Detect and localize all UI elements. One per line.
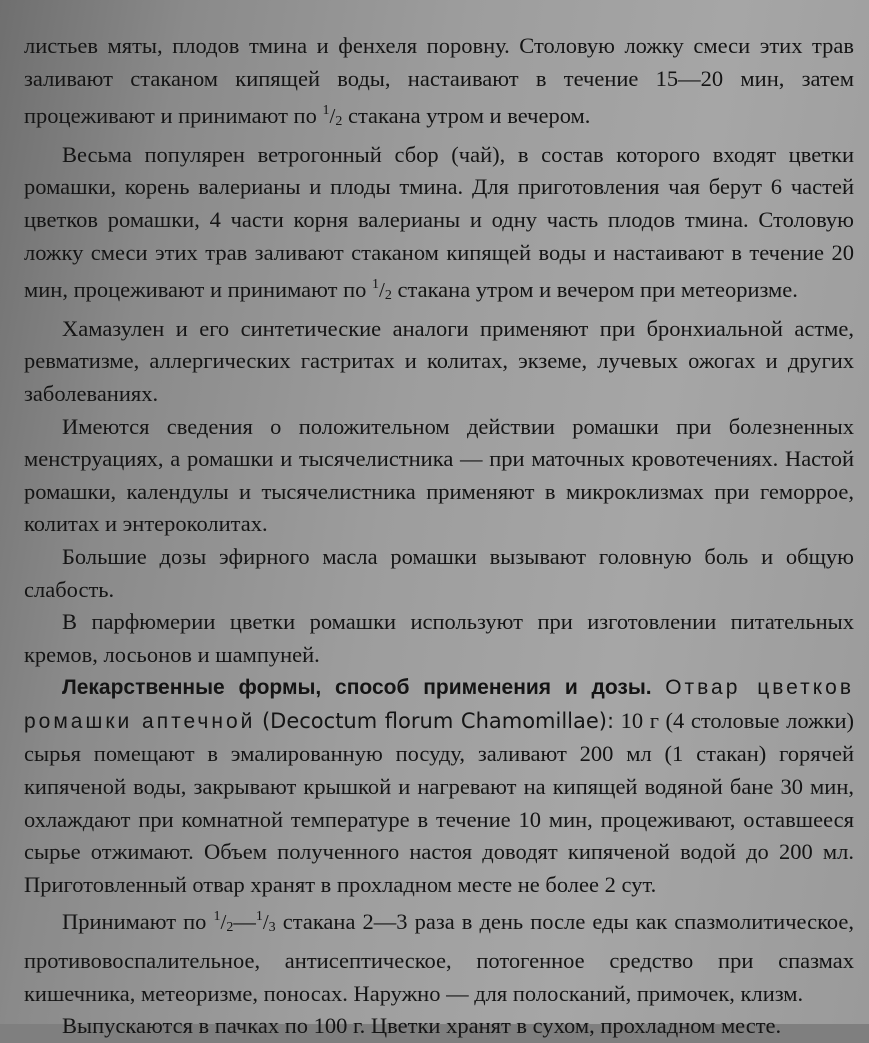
fraction-one-half: $^1/_2$ xyxy=(322,103,343,130)
spaced-title: Отвар цветков ромашки аптечной xyxy=(24,676,855,733)
fraction-one-third: $^1/_3$ xyxy=(255,909,276,936)
paragraph-7 xyxy=(24,671,854,901)
paragraph-9: Выпускаются в пачках по 100 г. Цветки хранят в сухом, прохладном месте. xyxy=(62,1013,782,1039)
fraction-denominator: 2 xyxy=(335,114,343,130)
page-text xyxy=(24,30,854,1043)
fraction-numerator: 1 xyxy=(255,909,263,925)
paragraph-2-text: Весьма популярен ветрогонный сбор (чай), в состав которого входят цветки ромашки, корень валерианы и плоды тмина. Для приготовления чая берут 6 частей цветков ромашки, 4 части корня валерианы и одну часть плодов тмина. Столовую ложку смеси этих трав заливают стаканом кипящей воды и настаивают в течение 20 мин, процеживают и принимают по xyxy=(24,141,854,303)
section-heading: Лекарственные формы, способ применения и дозы. xyxy=(62,676,652,700)
paragraph-1-text: листьев мяты, плодов тмина и фенхеля поровну. Столовую ложку смеси этих трав заливают стаканом кипящей воды, настаивают в течение 15—20 мин, затем процеживают и принимают по xyxy=(24,33,854,129)
paragraph-8-end: стакана 2—3 раза в день после еды как спазмолитическое, противовоспалительное, антисептическое, потогенное средство при спазмах кишечника, метеоризме, поносах. Наружно — для полосканий, примочек, клизм. xyxy=(24,909,854,1006)
paragraph-7-body: 10 г (4 столовые ложки) сырья помещают в эмалированную посуду, заливают 200 мл (1 стакан) горячей кипяченой воды, закрывают крышкой и нагревают на кипящей водяной бане 30 мин, охлаждают при комнатной температуре в течение 10 мин, процеживают, оставшееся сырье отжимают. Объем полученного настоя доводят кипяченой водой до 200 мл. Приготовленный отвар хранят в прохладном месте не более 2 сут. xyxy=(24,707,855,897)
fraction-denominator: 2 xyxy=(226,920,234,936)
paragraph-2 xyxy=(24,139,854,313)
latin-name: (Decoctum florum Chamomillae): xyxy=(261,708,615,733)
fraction-numerator: 1 xyxy=(213,909,221,925)
paragraph-8 xyxy=(24,901,854,1010)
paragraph-5: Большие дозы эфирного масла ромашки вызывают головную боль и общую слабость. xyxy=(24,543,854,602)
paragraph-3: Хамазулен и его синтетические аналоги применяют при бронхиальной астме, ревматизме, аллергических гастритах и колитах, экземе, лучевых ожогах и других заболеваниях. xyxy=(24,315,854,406)
fraction-dash: — xyxy=(233,909,256,935)
fraction-denominator: 2 xyxy=(384,288,392,304)
fraction-one-half: $^1/_2$ xyxy=(372,277,392,304)
fraction-denominator: 3 xyxy=(268,920,276,936)
fraction-numerator: 1 xyxy=(372,277,380,293)
fraction-numerator: 1 xyxy=(322,103,330,119)
paragraph-2-end: стакана утром и вечером при метеоризме. xyxy=(397,277,798,303)
paragraph-1-end: стакана утром и вечером. xyxy=(347,103,591,129)
paragraph-4: Имеются сведения о положительном действии ромашки при болезненных менструациях, а ромашки и тысячелистника — при маточных кровотечениях. Настой ромашки, календулы и тысячелистника применяют в микроклизмах при геморрое, колитах и энтероколитах. xyxy=(24,413,854,537)
paragraph-6: В парфюмерии цветки ромашки используют при изготовлении питательных кремов, лосьонов и шампуней. xyxy=(24,609,854,667)
paragraph-1 xyxy=(24,30,854,139)
paragraph-8-start: Принимают по xyxy=(62,909,207,935)
fraction-one-half: $^1/_2$ xyxy=(213,909,234,936)
